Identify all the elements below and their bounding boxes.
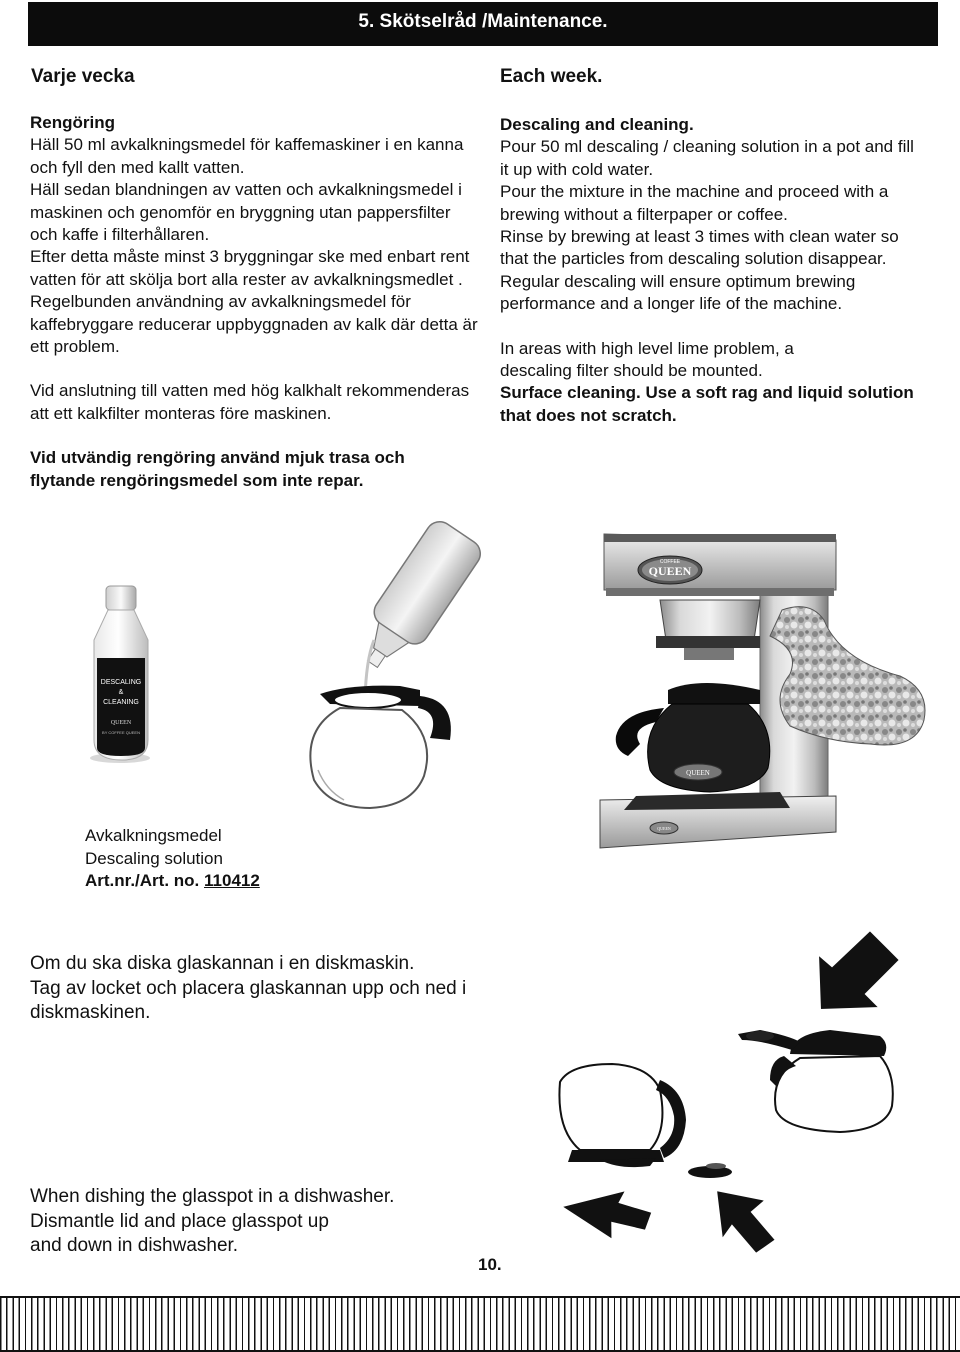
dishwasher-text-en [30, 1185, 450, 1259]
article-number-label: Art.nr./Art. no. [85, 871, 200, 890]
pot-brand: QUEEN [686, 769, 710, 777]
bottle-sub-brand: BY COFFEE QUEEN [102, 730, 140, 735]
arrow-icon-top [818, 930, 900, 1010]
right-heading: Each week. [500, 66, 603, 87]
dishwasher-sv-line-2: Tag av locket och placera glaskannan upp och ned i [30, 977, 467, 999]
left-heading: Varje vecka [31, 66, 135, 87]
right-subheading: Descaling and cleaning. [500, 115, 694, 134]
bottle-brand: QUEEN [110, 720, 132, 726]
product-name-sv: Avkalkningsmedel [85, 826, 222, 845]
inverted-pot [559, 1064, 732, 1178]
page-title: 5. Skötselråd /Maintenance. [358, 11, 608, 32]
right-paragraph-2: Pour the mixture in the machine and proceed with a brewing without a filterpaper or coffee. [500, 182, 889, 224]
right-paragraph-5: In areas with high level lime problem, a descaling filter should be mounted. [500, 338, 794, 381]
bottle-label-line-1: DESCALING [100, 679, 142, 686]
right-paragraph-1: Pour 50 ml descaling / cleaning solution in a pot and fill it up with cold water. [500, 137, 914, 179]
bottle-label-line-3: CLEANING [103, 699, 139, 706]
machine-brand: QUEEN [648, 564, 692, 578]
left-bold-note: Vid utvändig rengöring använd mjuk trasa och flytande rengöringsmedel som inte repar. [30, 448, 405, 490]
upright-pot [738, 1030, 893, 1132]
bottle-label-line-2: & [118, 689, 124, 696]
right-paragraph-4: Regular descaling will ensure optimum brewing performance and a longer life of the machine. [500, 271, 856, 314]
right-bold-note: Surface cleaning. Use a soft rag and liquid solution that does not scratch. [500, 383, 914, 425]
left-paragraph-4: Regelbunden användning av avkalkningsmedel för kaffebryggare reducerar uppbyggnaden av kalk där detta är ett problem. [30, 292, 478, 357]
arrow-icon-bottom-left [556, 1171, 656, 1250]
left-subheading: Rengöring [30, 113, 115, 132]
base-brand: QUEEN [657, 826, 671, 831]
left-paragraph-3: Efter detta måste minst 3 bryggningar ske med enbart rent vatten för att skölja bort alla rester av avkalkningsmedlet . [30, 247, 470, 289]
machine-brand-top: COFFEE [659, 559, 681, 565]
left-paragraph-2: Häll sedan blandningen av vatten och avkalkningsmedel i maskinen och genomför en bryggning utan pappersfilter och kaffe i filterhållaren. [30, 180, 462, 245]
footer-pattern [0, 1296, 960, 1352]
dishwasher-sv-line-1: Om du ska diska glaskannan i en diskmaskin. [30, 953, 415, 974]
dishwasher-en-line-2: Dismantle lid and place glasspot up [30, 1210, 329, 1232]
arrow-icon-bottom-right [716, 1190, 776, 1254]
page-number: 10. [478, 1255, 502, 1274]
article-number-value: 110412 [204, 871, 260, 890]
left-paragraph-5: Vid anslutning till vatten med hög kalkhalt rekommenderas att ett kalkfilter monteras före maskinen. [30, 381, 470, 423]
dishwasher-sv-line-3: diskmaskinen. [30, 1002, 151, 1023]
dishwasher-en-line-3: and down in dishwasher. [30, 1235, 239, 1256]
right-paragraph-3: Rinse by brewing at least 3 times with clean water so that the particles from descaling solution disappear. [500, 227, 899, 269]
dishwasher-en-line-1: When dishing the glasspot in a dishwasher. [30, 1186, 395, 1207]
product-name-en: Descaling solution [85, 848, 223, 868]
left-paragraph-1: Häll 50 ml avkalkningsmedel för kaffemaskiner i en kanna och fyll den med kallt vatten. [30, 135, 464, 177]
